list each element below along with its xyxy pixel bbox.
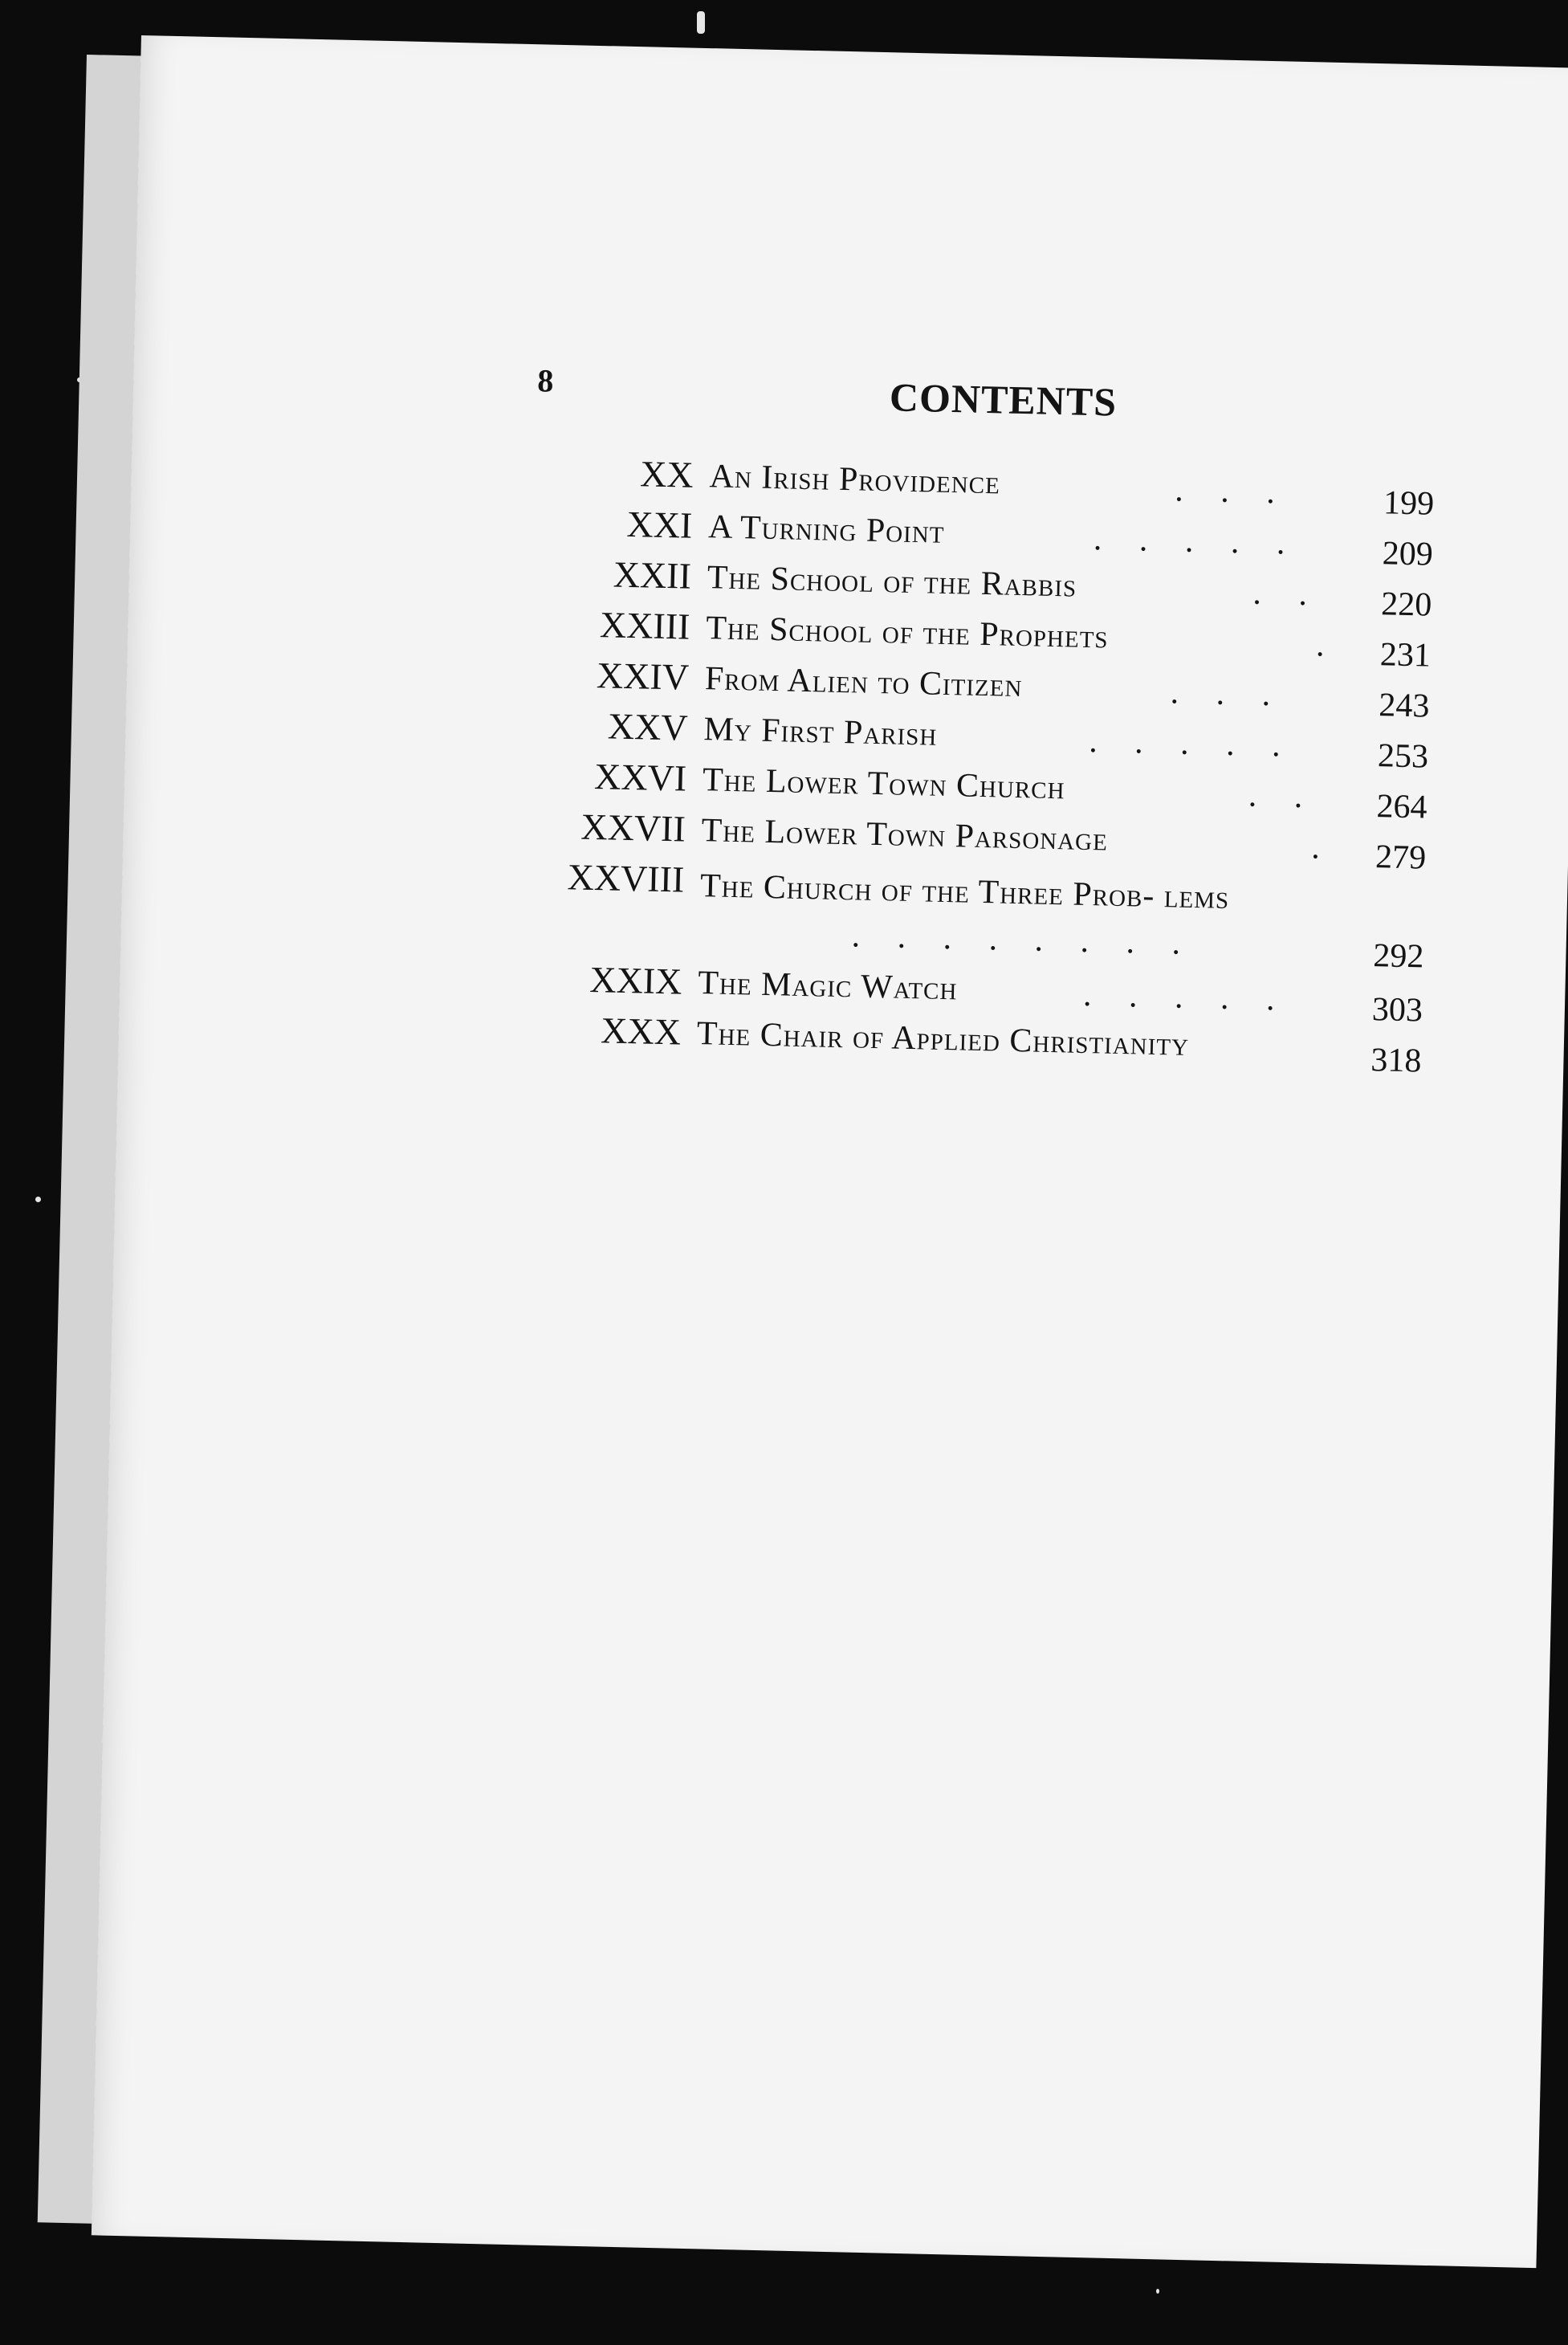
chapter-number: XXVIII	[567, 856, 685, 900]
chapter-title: A Turning Point	[707, 508, 946, 551]
leader-dots: . . . . .	[1088, 723, 1296, 765]
chapter-page: 209	[1382, 535, 1434, 573]
chapter-page: 253	[1377, 737, 1429, 776]
chapter-number: XXII	[613, 553, 692, 597]
chapter-title: The Magic Watch	[697, 965, 959, 1008]
leader-dots: . . . . .	[1093, 520, 1301, 562]
chapter-number: XXIX	[589, 958, 683, 1002]
book-page	[92, 35, 1568, 2268]
leader-dots: .	[1310, 829, 1335, 867]
dust-speck	[35, 1197, 41, 1202]
chapter-page: 231	[1379, 636, 1432, 675]
dust-speck	[697, 11, 705, 34]
chapter-title: The School of the Prophets	[705, 610, 1110, 656]
chapter-number: XXX	[600, 1009, 682, 1053]
dust-speck	[1156, 2289, 1159, 2294]
chapter-number: XXVI	[593, 756, 687, 799]
chapter-number: XX	[639, 453, 694, 496]
leader-dots: .	[1315, 626, 1340, 665]
chapter-page: 279	[1375, 838, 1427, 877]
chapter-title: The Church of the Three Prob- lems	[699, 867, 1230, 917]
leader-dots: . . . . . . . .	[851, 917, 1195, 963]
chapter-page: 243	[1378, 687, 1430, 725]
chapter-title: An Irish Providence	[709, 458, 1001, 502]
chapter-number: XXVII	[580, 805, 686, 850]
leader-dots: . . .	[1170, 674, 1285, 714]
chapter-number: XXI	[626, 503, 693, 546]
chapter-page: 220	[1380, 585, 1432, 624]
chapter-page: 292	[1372, 937, 1424, 976]
chapter-number: XXIII	[599, 604, 691, 647]
chapter-page: 199	[1383, 484, 1435, 523]
leader-dots: . .	[1252, 574, 1322, 614]
chapter-title: The Chair of Applied Christianity	[696, 1015, 1190, 1063]
page-number: 8	[536, 362, 554, 399]
chapter-page: 303	[1371, 991, 1423, 1030]
leader-dots: . . . . .	[1082, 976, 1290, 1018]
chapter-title: The Lower Town Parsonage	[701, 812, 1109, 858]
chapter-title: My First Parish	[703, 711, 938, 753]
leader-dots: . .	[1248, 777, 1318, 816]
leader-dots: . . .	[1174, 471, 1290, 512]
chapter-title: The Lower Town Church	[702, 761, 1066, 807]
chapter-page: 318	[1370, 1042, 1422, 1080]
chapter-title: From Alien to Citizen	[704, 660, 1023, 705]
chapter-title: The School of the Rabbis	[707, 559, 1077, 605]
chapter-number: XXV	[607, 705, 689, 748]
chapter-number: XXIV	[596, 655, 690, 698]
chapter-page: 264	[1376, 788, 1428, 826]
contents-heading: CONTENTS	[889, 374, 1118, 425]
